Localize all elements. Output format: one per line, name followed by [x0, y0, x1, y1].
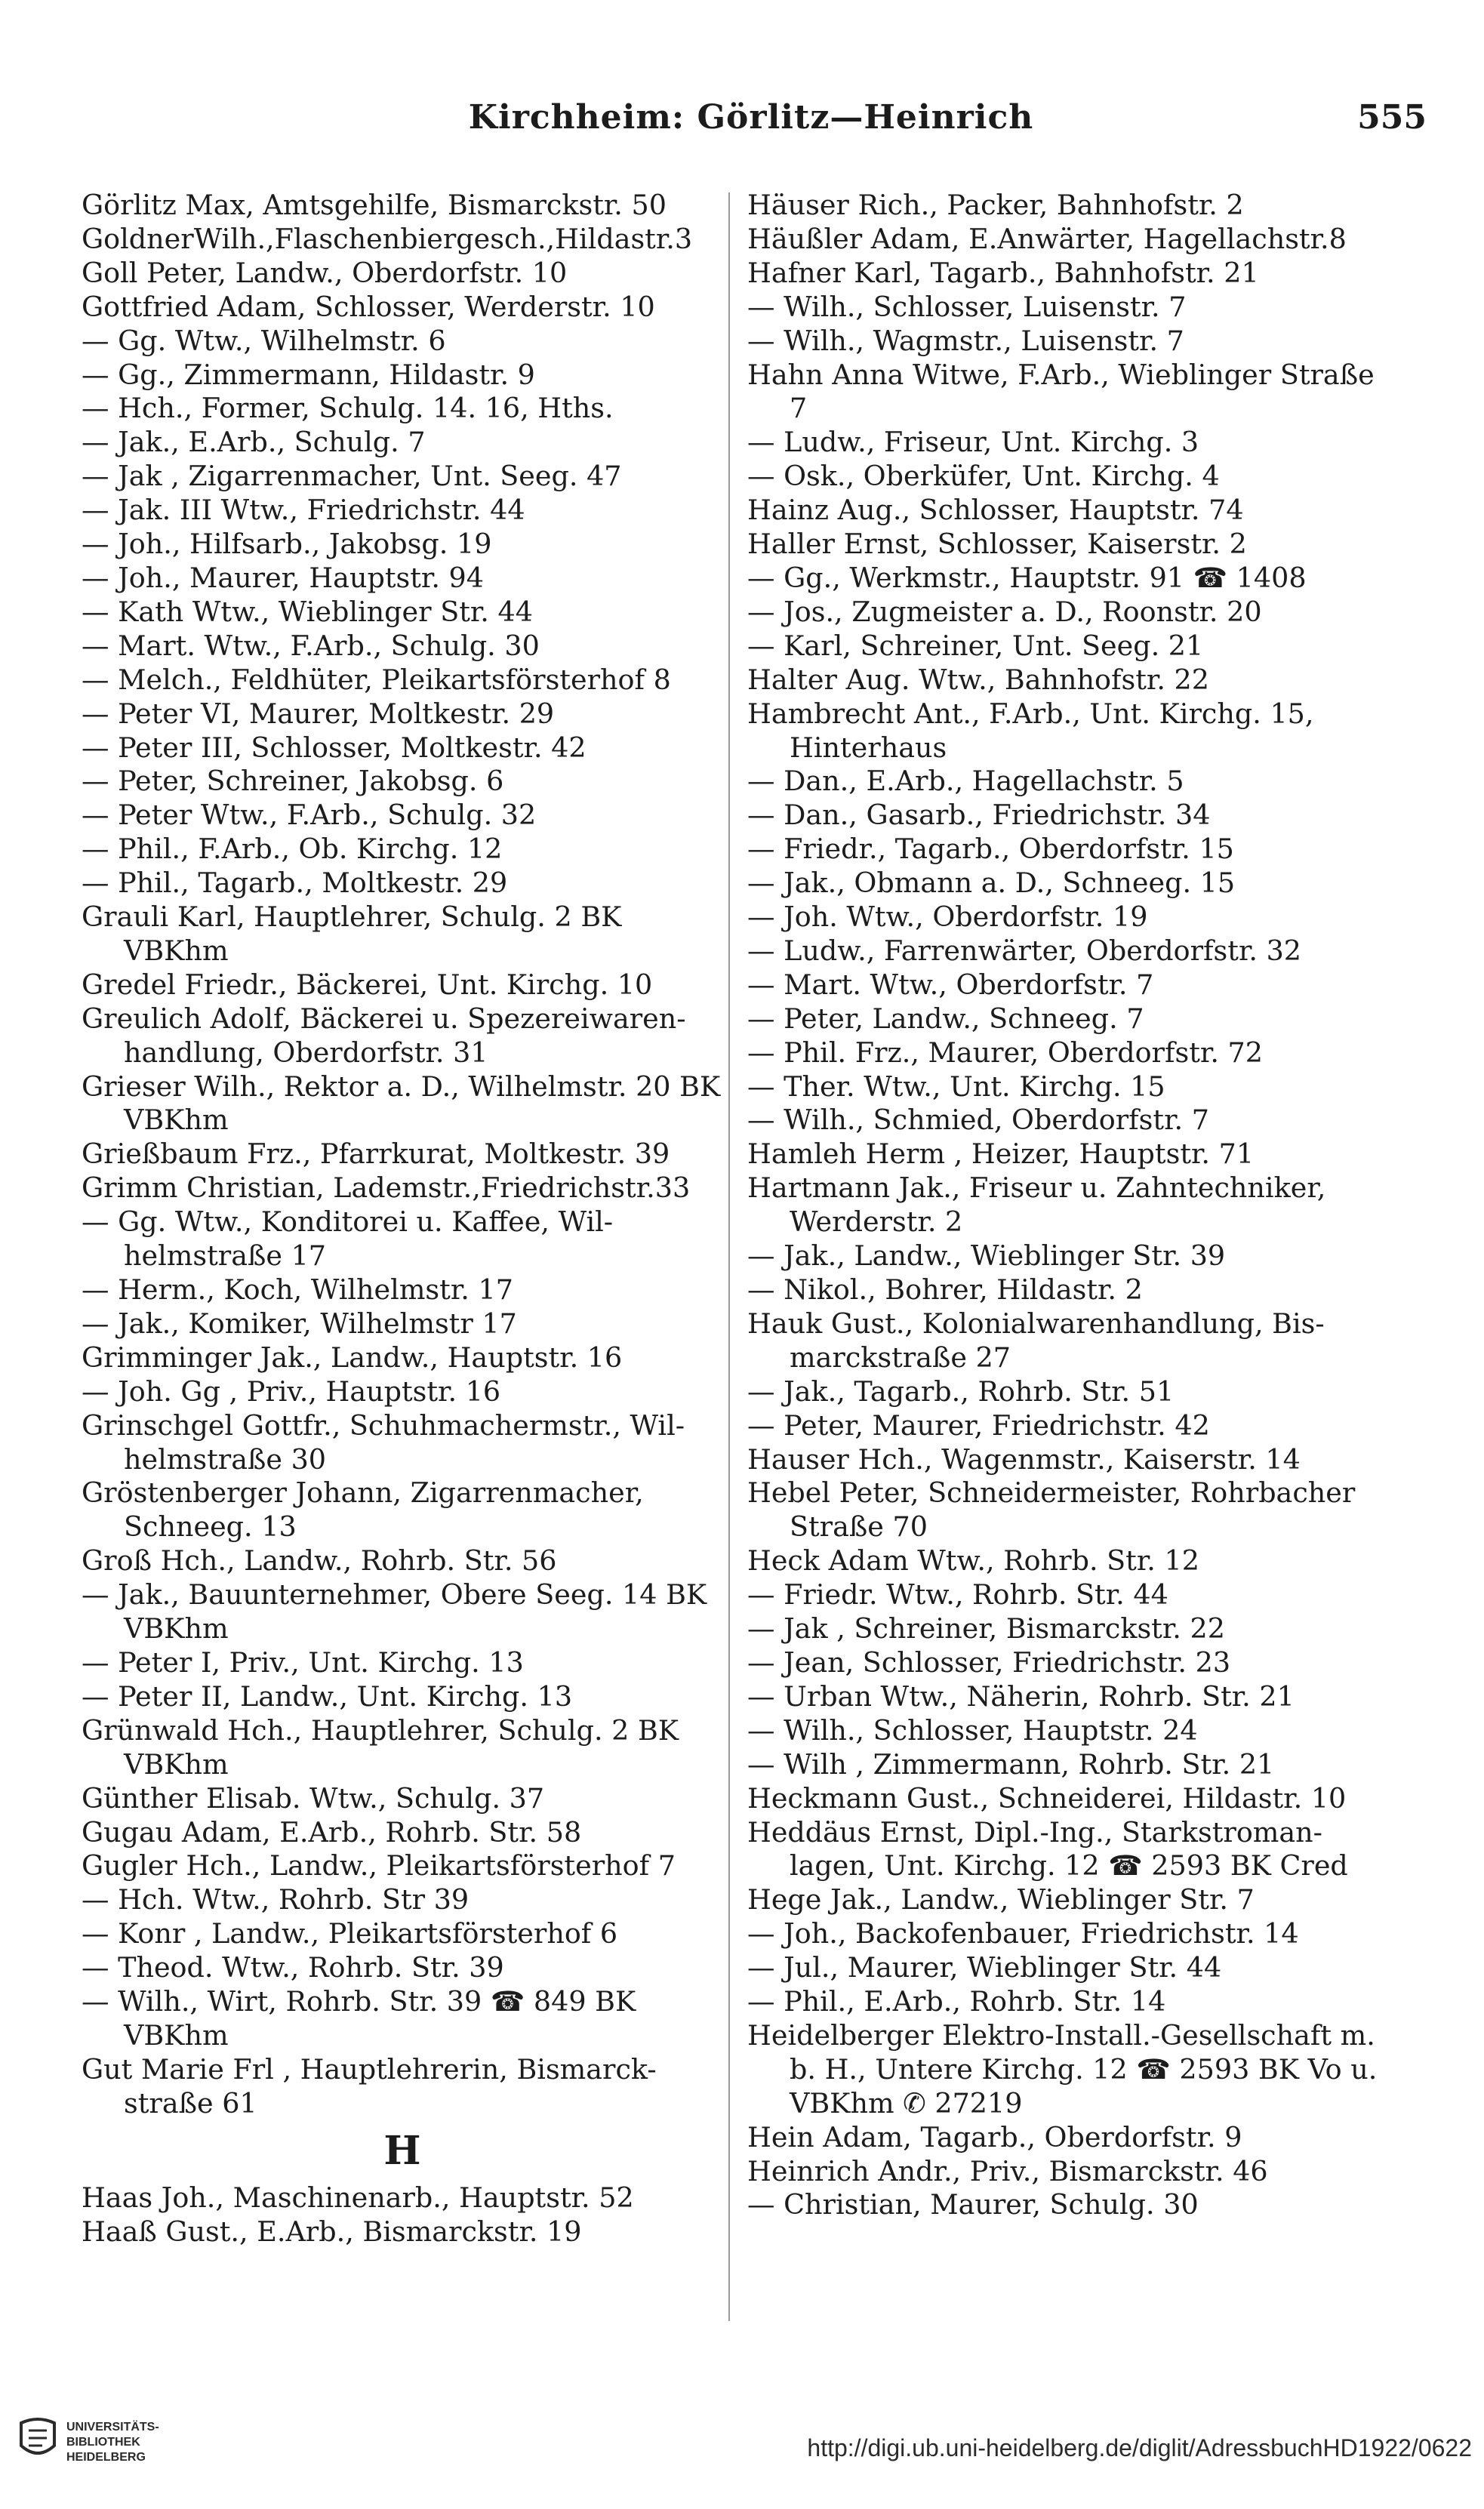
- directory-entry: Goll Peter, Landw., Oberdorfstr. 10: [82, 256, 568, 289]
- directory-entry: — Dan., E.Arb., Hagellachstr. 5: [747, 765, 1184, 798]
- directory-entry: — Friedr. Wtw., Rohrb. Str. 44: [747, 1578, 1168, 1612]
- directory-entry: — Wilh., Wirt, Rohrb. Str. 39 ☎ 849 BK VBKhm: [82, 1985, 636, 2052]
- directory-entry: Hebel Peter, Schneidermeister, Rohrbacher Straße 70: [747, 1476, 1356, 1544]
- directory-entry: Hafner Karl, Tagarb., Bahnhofstr. 21: [747, 256, 1259, 289]
- directory-entry: — Joh. Wtw., Oberdorfstr. 19: [747, 900, 1148, 934]
- directory-entry: Gröstenberger Johann, Zigarrenmacher, Schneeg. 13: [82, 1476, 644, 1544]
- directory-entry: — Phil. Frz., Maurer, Oberdorfstr. 72: [747, 1036, 1263, 1069]
- directory-entry: — Joh., Hilfsarb., Jakobsg. 19: [82, 528, 492, 561]
- directory-entry: Halter Aug. Wtw., Bahnhofstr. 22: [747, 663, 1209, 696]
- directory-entry: — Gg. Wtw., Wilhelmstr. 6: [82, 324, 446, 357]
- directory-entry: — Jos., Zugmeister a. D., Roonstr. 20: [747, 595, 1262, 628]
- directory-entry: — Wilh., Schlosser, Luisenstr. 7: [747, 290, 1187, 323]
- directory-entry: — Peter III, Schlosser, Moltkestr. 42: [82, 731, 587, 764]
- page-footer: [0, 2363, 1484, 2509]
- directory-entry: — Jak. III Wtw., Friedrichstr. 44: [82, 494, 525, 527]
- directory-entry: Heidelberger Elektro-Install.-Gesellschaft m. b. H., Untere Kirchg. 12 ☎ 2593 BK Vo u. VBKhm ✆ 27219: [747, 2018, 1378, 2120]
- directory-entry: Häußler Adam, E.Anwärter, Hagellachstr.8: [747, 222, 1347, 255]
- directory-entry: — Ludw., Friseur, Unt. Kirchg. 3: [747, 426, 1199, 459]
- directory-entry: Haaß Gust., E.Arb., Bismarckstr. 19: [82, 2215, 582, 2248]
- directory-entry: — Gg., Zimmermann, Hildastr. 9: [82, 358, 535, 391]
- logo-line-1: UNIVERSITÄTS-: [66, 2421, 159, 2434]
- directory-entry: Grauli Karl, Hauptlehrer, Schulg. 2 BK VBKhm: [82, 900, 622, 967]
- directory-entry: — Mart. Wtw., Oberdorfstr. 7: [747, 968, 1154, 1001]
- directory-entry: — Hch., Former, Schulg. 14. 16, Hths.: [82, 392, 614, 425]
- directory-entry: — Wilh., Schlosser, Hauptstr. 24: [747, 1713, 1198, 1747]
- directory-entry: — Jak., Landw., Wieblinger Str. 39: [747, 1239, 1226, 1273]
- directory-entry: — Jak , Zigarrenmacher, Unt. Seeg. 47: [82, 460, 622, 493]
- directory-entry: Haas Joh., Maschinenarb., Hauptstr. 52: [82, 2181, 634, 2214]
- directory-entry: Grinschgel Gottfr., Schuhmachermstr., Wil-helmstraße 30: [82, 1408, 685, 1476]
- directory-entry: — Phil., Tagarb., Moltkestr. 29: [82, 867, 508, 900]
- directory-entry: — Jean, Schlosser, Friedrichstr. 23: [747, 1645, 1231, 1679]
- directory-entry: — Jak., E.Arb., Schulg. 7: [82, 426, 426, 459]
- directory-entry: — Joh., Maurer, Hauptstr. 94: [82, 561, 484, 594]
- directory-entry: — Jul., Maurer, Wieblinger Str. 44: [747, 1951, 1222, 1984]
- directory-entry: — Wilh., Wagmstr., Luisenstr. 7: [747, 324, 1184, 357]
- directory-entry: Hartmann Jak., Friseur u. Zahntechniker, Werderstr. 2: [747, 1171, 1326, 1239]
- directory-entry: — Ludw., Farrenwärter, Oberdorfstr. 32: [747, 934, 1302, 967]
- directory-entry: — Phil., F.Arb., Ob. Kirchg. 12: [82, 833, 503, 866]
- directory-entry: — Karl, Schreiner, Unt. Seeg. 21: [747, 629, 1204, 662]
- left-column: [82, 189, 723, 2249]
- right-column: [747, 189, 1389, 2222]
- directory-entry: — Peter VI, Maurer, Moltkestr. 29: [82, 697, 555, 730]
- source-url[interactable]: http://digi.ub.uni-heidelberg.de/diglit/AdressbuchHD1922/0622: [807, 2434, 1472, 2461]
- directory-entry: Greulich Adolf, Bäckerei u. Spezereiwaren-handlung, Oberdorfstr. 31: [82, 1002, 686, 1069]
- library-logo: [15, 2415, 211, 2498]
- logo-line-3: HEIDELBERG: [66, 2451, 146, 2464]
- logo-line-2: BIBLIOTHEK: [66, 2436, 140, 2449]
- directory-entry: Heinrich Andr., Priv., Bismarckstr. 46: [747, 2154, 1268, 2187]
- directory-entry: — Ther. Wtw., Unt. Kirchg. 15: [747, 1070, 1165, 1103]
- directory-entry: — Friedr., Tagarb., Oberdorfstr. 15: [747, 833, 1234, 866]
- directory-entry: — Urban Wtw., Näherin, Rohrb. Str. 21: [747, 1679, 1295, 1713]
- directory-entry: Gottfried Adam, Schlosser, Werderstr. 10: [82, 290, 655, 323]
- directory-entry: — Osk., Oberküfer, Unt. Kirchg. 4: [747, 460, 1220, 493]
- section-letter: H: [383, 2127, 421, 2174]
- directory-entry: Gredel Friedr., Bäckerei, Unt. Kirchg. 10: [82, 968, 653, 1001]
- directory-entry: — Melch., Feldhüter, Pleikartsförsterhof 8: [82, 663, 671, 696]
- directory-entry: Hainz Aug., Schlosser, Hauptstr. 74: [747, 494, 1244, 527]
- directory-entry: Hahn Anna Witwe, F.Arb., Wieblinger Straße 7: [747, 358, 1375, 425]
- directory-entry: Grieser Wilh., Rektor a. D., Wilhelmstr. 20 BK VBKhm: [82, 1070, 721, 1137]
- library-logo-icon: [15, 2415, 60, 2468]
- directory-entry: Hauk Gust., Kolonialwarenhandlung, Bis-marckstraße 27: [747, 1307, 1325, 1374]
- directory-entry: — Theod. Wtw., Rohrb. Str. 39: [82, 1951, 504, 1984]
- directory-entry: — Jak., Bauunternehmer, Obere Seeg. 14 BK VBKhm: [82, 1578, 707, 1645]
- directory-entry: Hamleh Herm , Heizer, Hauptstr. 71: [747, 1138, 1255, 1171]
- directory-entry: — Nikol., Bohrer, Hildastr. 2: [747, 1273, 1143, 1306]
- directory-entry: — Jak., Komiker, Wilhelmstr 17: [82, 1307, 517, 1340]
- directory-entry: — Kath Wtw., Wieblinger Str. 44: [82, 595, 533, 628]
- directory-entry: — Peter, Maurer, Friedrichstr. 42: [747, 1408, 1210, 1442]
- directory-entry: — Gg., Werkmstr., Hauptstr. 91 ☎ 1408: [747, 561, 1307, 594]
- directory-entry: Grimminger Jak., Landw., Hauptstr. 16: [82, 1341, 623, 1374]
- directory-entry: — Joh., Backofenbauer, Friedrichstr. 14: [747, 1917, 1299, 1950]
- directory-entry: GoldnerWilh.,Flaschenbiergesch.,Hildastr.3: [82, 222, 693, 255]
- directory-entry: — Peter II, Landw., Unt. Kirchg. 13: [82, 1679, 573, 1713]
- directory-entry: Gugau Adam, E.Arb., Rohrb. Str. 58: [82, 1815, 582, 1849]
- directory-entry: — Wilh , Zimmermann, Rohrb. Str. 21: [747, 1747, 1275, 1781]
- directory-entry: — Joh. Gg , Priv., Hauptstr. 16: [82, 1375, 501, 1408]
- directory-entry: — Peter, Schreiner, Jakobsg. 6: [82, 765, 504, 798]
- page-title: Kirchheim: Görlitz—Heinrich: [468, 98, 1034, 137]
- directory-entry: Heddäus Ernst, Dipl.-Ing., Starkstroman-lagen, Unt. Kirchg. 12 ☎ 2593 BK Cred: [747, 1815, 1348, 1883]
- directory-entry: Grimm Christian, Lademstr.,Friedrichstr.33: [82, 1171, 691, 1205]
- directory-entry: — Konr , Landw., Pleikartsförsterhof 6: [82, 1917, 618, 1950]
- directory-entry: — Dan., Gasarb., Friedrichstr. 34: [747, 799, 1211, 832]
- directory-entry: — Phil., E.Arb., Rohrb. Str. 14: [747, 1985, 1166, 2018]
- page-header: [75, 98, 1427, 151]
- directory-entry: — Peter Wtw., F.Arb., Schulg. 32: [82, 799, 537, 832]
- column-divider: [728, 192, 730, 2321]
- directory-entry: — Jak., Obmann a. D., Schneeg. 15: [747, 867, 1236, 900]
- directory-entry: Hein Adam, Tagarb., Oberdorfstr. 9: [747, 2120, 1242, 2153]
- directory-entry: Hambrecht Ant., F.Arb., Unt. Kirchg. 15, Hinterhaus: [747, 697, 1314, 764]
- directory-entry: Hege Jak., Landw., Wieblinger Str. 7: [747, 1883, 1255, 1916]
- directory-entry: — Wilh., Schmied, Oberdorfstr. 7: [747, 1104, 1209, 1137]
- directory-entry: Heck Adam Wtw., Rohrb. Str. 12: [747, 1544, 1199, 1578]
- directory-entry: Groß Hch., Landw., Rohrb. Str. 56: [82, 1544, 557, 1578]
- directory-entry: Haller Ernst, Schlosser, Kaiserstr. 2: [747, 528, 1247, 561]
- directory-entry: Hauser Hch., Wagenmstr., Kaiserstr. 14: [747, 1442, 1301, 1476]
- directory-entry: Günther Elisab. Wtw., Schulg. 37: [82, 1781, 545, 1815]
- directory-entry: — Christian, Maurer, Schulg. 30: [747, 2188, 1199, 2221]
- directory-entry: — Peter I, Priv., Unt. Kirchg. 13: [82, 1645, 524, 1679]
- directory-entry: — Peter, Landw., Schneeg. 7: [747, 1002, 1144, 1035]
- directory-entry: Görlitz Max, Amtsgehilfe, Bismarckstr. 50: [82, 189, 667, 221]
- directory-entry: Grünwald Hch., Hauptlehrer, Schulg. 2 BK VBKhm: [82, 1713, 679, 1781]
- directory-entry: — Jak., Tagarb., Rohrb. Str. 51: [747, 1375, 1175, 1408]
- directory-entry: Gut Marie Frl , Hauptlehrerin, Bismarck-straße 61: [82, 2052, 657, 2120]
- directory-entry: Gugler Hch., Landw., Pleikartsförsterhof 7: [82, 1849, 676, 1883]
- directory-entry: — Gg. Wtw., Konditorei u. Kaffee, Wil-helmstraße 17: [82, 1205, 614, 1273]
- directory-entry: Grießbaum Frz., Pfarrkurat, Moltkestr. 39: [82, 1138, 670, 1171]
- directory-entry: — Hch. Wtw., Rohrb. Str 39: [82, 1883, 470, 1916]
- page-number: 555: [1357, 98, 1427, 137]
- directory-entry: — Jak , Schreiner, Bismarckstr. 22: [747, 1612, 1225, 1645]
- directory-entry: — Herm., Koch, Wilhelmstr. 17: [82, 1273, 513, 1306]
- directory-entry: Häuser Rich., Packer, Bahnhofstr. 2: [747, 189, 1244, 221]
- directory-entry: Heckmann Gust., Schneiderei, Hildastr. 10: [747, 1781, 1347, 1815]
- directory-entry: — Mart. Wtw., F.Arb., Schulg. 30: [82, 629, 540, 662]
